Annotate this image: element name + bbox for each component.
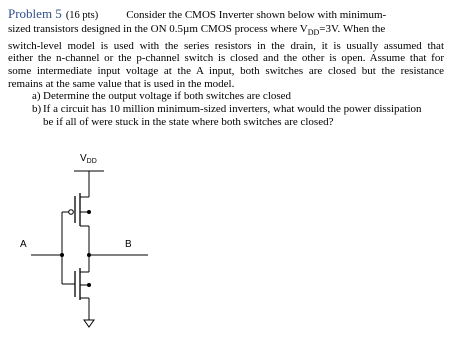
part-b-text: If a circuit has 10 million minimum-sized inverters, what would the power dissipation	[43, 103, 422, 116]
problem-line-2: switch-level model is used with the series resistors in the drain, it is usually assumed that	[8, 39, 444, 52]
pmos-body-dot	[87, 210, 91, 214]
input-label-a: A	[20, 239, 27, 250]
part-a-text: Determine the output voltage if both switches are closed	[43, 90, 292, 103]
problem-points: (16 pts)	[65, 10, 99, 21]
part-a-index: a)	[32, 90, 41, 103]
ground-icon	[84, 320, 94, 327]
problem-line-3: either the n-channel or the p-channel switch is closed and the other is open. Assume that for	[8, 52, 444, 65]
pmos-gate-bubble	[69, 210, 74, 215]
problem-title: Problem 5	[8, 6, 62, 21]
part-b-cont-text: be if all of were stuck in the state where both switches are closed?	[43, 115, 334, 128]
problem-line-5: remains at the same value that is used in the model.	[8, 77, 235, 90]
vdd-subscript: DD	[307, 27, 320, 37]
problem-line-4: some intermediate input voltage at the A input, both switches are closed but the resistance	[8, 65, 444, 77]
part-b-index: b)	[32, 103, 42, 116]
vdd-label: $V_{DD}$	[80, 153, 97, 165]
nmos-body-dot	[87, 283, 91, 287]
problem-line-1-tail: =3V. When the	[319, 22, 386, 35]
input-node-dot	[60, 253, 64, 257]
problem-line-1-text: sized transistors designed in the ON 0.5µm CMOS process where V	[8, 22, 308, 35]
problem-intro: Consider the CMOS Inverter shown below with minimum-	[126, 9, 387, 21]
output-label-b: B	[125, 239, 132, 250]
